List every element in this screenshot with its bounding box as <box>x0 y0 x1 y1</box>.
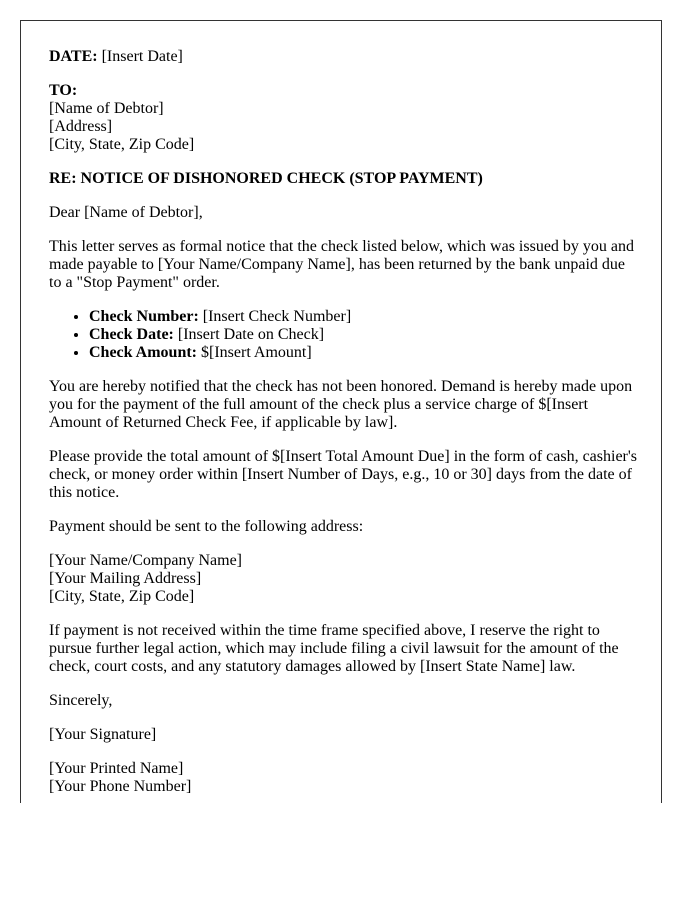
recipient-city: [City, State, Zip Code] <box>49 136 195 153</box>
date-label: DATE: <box>49 48 98 65</box>
provide-paragraph: Please provide the total amount of $[Insert Total Amount Due] in the form of cash, cashier's check, or money order within [Insert Number of Days, e.g., 10 or 30] days from the date of this notice. <box>49 448 637 501</box>
recipient-block <box>49 82 639 154</box>
detail-label: Check Amount: <box>89 344 198 361</box>
sender-phone: [Your Phone Number] <box>49 778 192 795</box>
detail-value: [Insert Check Number] <box>202 308 352 325</box>
check-details-list <box>49 308 661 362</box>
warning-paragraph: If payment is not received within the time frame specified above, I reserve the right to pursue further legal action, which may include filing a civil lawsuit for the amount of the check, court costs, and any statutory damages allowed by [Insert State Name] law. <box>49 622 619 675</box>
salutation: Dear [Name of Debtor], <box>49 204 203 221</box>
payment-name: [Your Name/Company Name] <box>49 552 243 569</box>
detail-label: Check Date: <box>89 326 174 343</box>
subject-line <box>49 170 639 188</box>
date-value: [Insert Date] <box>101 48 183 65</box>
detail-value: $[Insert Amount] <box>201 344 312 361</box>
check-amount-item <box>89 344 661 362</box>
subject-text: RE: NOTICE OF DISHONORED CHECK (STOP PAYMENT) <box>49 170 483 187</box>
recipient-address: [Address] <box>49 118 113 135</box>
payment-address-block <box>49 552 639 606</box>
detail-value: [Insert Date on Check] <box>177 326 325 343</box>
check-number-item <box>89 308 661 326</box>
sender-block <box>49 760 639 796</box>
intro-paragraph: This letter serves as formal notice that the check listed below, which was issued by you and made payable to [Your Name/Company Name], has been returned by the bank unpaid due to a "Stop Payment" order. <box>49 238 635 291</box>
check-date-item <box>89 326 661 344</box>
date-line <box>49 48 639 66</box>
demand-paragraph: You are hereby notified that the check has not been honored. Demand is hereby made upon you for the payment of the full amount of the check plus a service charge of $[Insert Amount of Returned Check Fee, if applicable by law]. <box>49 378 633 431</box>
closing: Sincerely, <box>49 692 113 709</box>
detail-label: Check Number: <box>89 308 199 325</box>
recipient-name: [Name of Debtor] <box>49 100 164 117</box>
signature: [Your Signature] <box>49 726 157 743</box>
payment-city: [City, State, Zip Code] <box>49 588 195 605</box>
payment-intro: Payment should be sent to the following address: <box>49 518 364 535</box>
payment-mailing-address: [Your Mailing Address] <box>49 570 202 587</box>
to-label: TO: <box>49 82 78 99</box>
sender-name: [Your Printed Name] <box>49 760 184 777</box>
letter-page <box>20 20 662 803</box>
